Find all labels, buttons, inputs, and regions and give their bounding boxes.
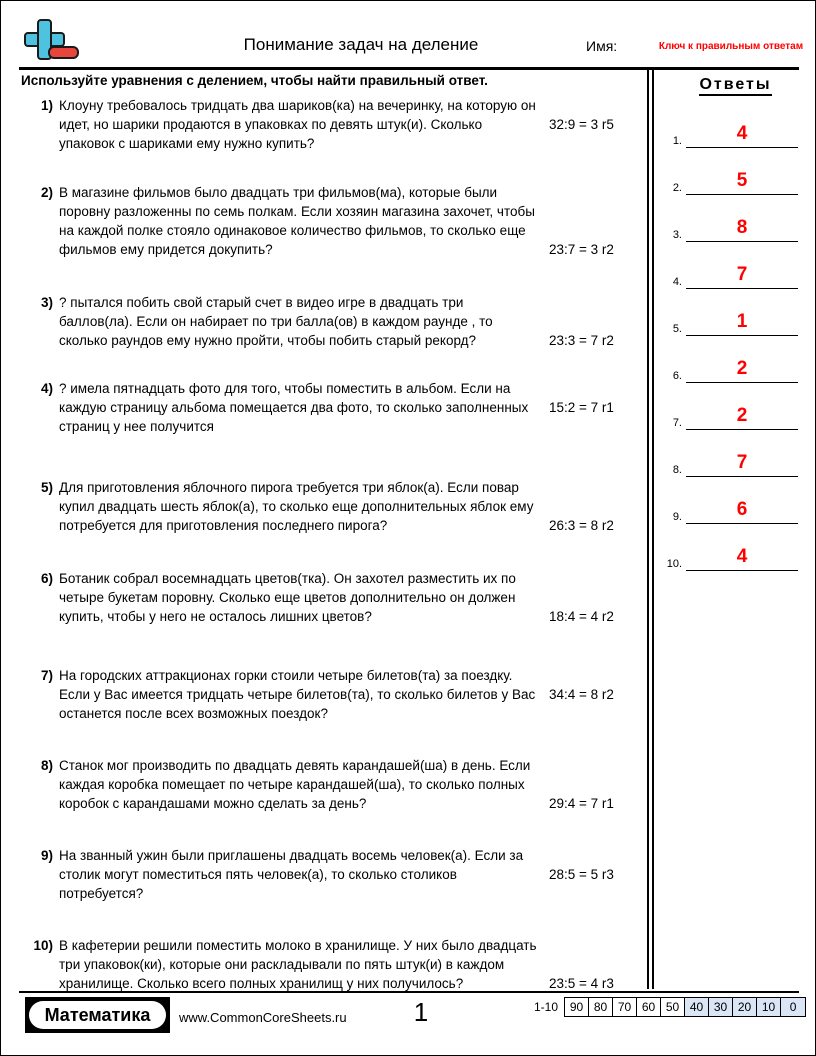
answer-value: 7 — [736, 264, 748, 285]
score-cell[interactable]: 40 — [685, 998, 709, 1016]
score-cell[interactable]: 60 — [637, 998, 661, 1016]
problem-text: ? имела пятнадцать фото для того, чтобы поместить в альбом. Если на каждую страницу альбома помещается два фото, то сколько заполненных страниц у нее получится — [59, 381, 529, 434]
problem-number: 5) — [40, 480, 53, 495]
instruction-text: Используйте уравнения с делением, чтобы найти правильный ответ. — [21, 73, 488, 88]
score-range-label: 1-10 — [534, 1000, 559, 1014]
problem-number: 4) — [40, 381, 53, 396]
answer-index: 8. — [672, 464, 682, 476]
answer-index: 7. — [672, 417, 682, 429]
problem-text: На городских аттракционах горки стоили четыре билетов(та) за поездку. Если у Вас имеется тридцать четыре билетов(та), то сколько билетов у Вас останется после всех возможных поездок? — [59, 668, 536, 721]
answer-row — [654, 255, 816, 295]
problem-equation: 26:3 = 8 r2 — [549, 518, 614, 533]
answer-index: 9. — [672, 511, 682, 523]
answer-row — [654, 161, 816, 201]
problem-equation: 18:4 = 4 r2 — [549, 609, 614, 624]
answer-row — [654, 443, 816, 483]
answers-heading — [654, 75, 816, 95]
answer-blank-line[interactable] — [686, 429, 798, 430]
answer-index: 1. — [672, 135, 682, 147]
score-scale — [534, 997, 806, 1017]
footer-divider-rule — [19, 991, 799, 993]
score-cell[interactable]: 70 — [613, 998, 637, 1016]
answer-key-badge: Ключ к правильным ответам — [658, 41, 804, 52]
problem-equation: 15:2 = 7 r1 — [549, 400, 614, 415]
answer-index: 10. — [666, 558, 682, 570]
math-plus-minus-logo-icon — [19, 19, 81, 67]
minus-bar — [48, 46, 79, 59]
page-title: Понимание задач на деление — [243, 35, 479, 54]
problem-number: 2) — [40, 185, 53, 200]
problem-text: Для приготовления яблочного пирога требуется три яблок(а). Если повар купил двадцать шесть яблок(а), то сколько еще дополнительных яблок ему потребуется для приготовления последнего пирога? — [59, 480, 534, 533]
website-url: www.CommonCoreSheets.ru — [179, 1010, 347, 1025]
answer-index: 4. — [672, 276, 682, 288]
answer-value: 6 — [736, 499, 748, 520]
problem-text: ? пытался побить свой старый счет в видео игре в двадцать три баллов(ла). Если он набирает по три балла(ов) в каждом раунде , то сколько раундов ему нужно пройти, чтобы побить старый рекорд? — [59, 295, 493, 348]
problem-equation: 28:5 = 5 r3 — [549, 867, 614, 882]
problem-equation: 32:9 = 3 r5 — [549, 117, 614, 132]
answer-index: 2. — [672, 182, 682, 194]
answer-index: 5. — [672, 323, 682, 335]
column-divider-line-left — [647, 69, 649, 989]
problem-text: В магазине фильмов было двадцать три фильмов(ма), которые были поровну разложенны по семь полкам. Если хозяин магазина захочет, чтобы на каждой полке стояло одинаковое количество фильмов, то сколько еще фильмов ему придется докупить? — [59, 185, 535, 257]
answer-blank-line[interactable] — [686, 194, 798, 195]
answer-blank-line[interactable] — [686, 476, 798, 477]
problem-equation: 29:4 = 7 r1 — [549, 796, 614, 811]
answer-blank-line[interactable] — [686, 241, 798, 242]
answer-index: 3. — [672, 229, 682, 241]
brand-logo-pill — [29, 1001, 166, 1029]
problem-text: Ботаник собрал восемнадцать цветов(тка). Он захотел разместить их по четыре букетам поровну. Сколько еще цветов дополнительно он должен купить, чтобы у него не осталось лишних цветов? — [59, 571, 516, 624]
header-divider-rule — [19, 67, 799, 70]
score-cell[interactable]: 90 — [565, 998, 589, 1016]
answer-blank-line[interactable] — [686, 382, 798, 383]
answer-value: 7 — [736, 452, 748, 473]
problem-equation: 23:7 = 3 r2 — [549, 242, 614, 257]
problem-number: 9) — [40, 848, 53, 863]
answer-row — [654, 349, 816, 389]
name-field-label: Имя: — [586, 38, 618, 54]
answer-value: 4 — [736, 123, 748, 144]
problem-number: 10) — [33, 938, 53, 953]
problem-equation: 23:3 = 7 r2 — [549, 333, 614, 348]
answer-row — [654, 490, 816, 530]
score-cell-list — [564, 997, 806, 1017]
problem-list — [1, 96, 647, 991]
problem-number: 3) — [40, 295, 53, 310]
score-cell[interactable]: 10 — [757, 998, 781, 1016]
answer-value: 1 — [736, 311, 748, 332]
answers-heading-text: Ответы — [699, 76, 771, 96]
problem-number: 6) — [40, 571, 53, 586]
answer-row — [654, 396, 816, 436]
brand-logo — [25, 997, 170, 1033]
answer-value: 2 — [736, 358, 748, 379]
problem-text: В кафетерии решили поместить молоко в хранилище. У них было двадцать три упаковок(ки), которые они раскладывали по пять штук(и) в каждом хранилище. Сколько всего полных хранилищ у них получилось? — [59, 938, 537, 991]
page-header — [1, 1, 816, 69]
score-cell[interactable]: 30 — [709, 998, 733, 1016]
page-number: 1 — [413, 997, 429, 1027]
answer-value: 8 — [736, 217, 748, 238]
answer-blank-line[interactable] — [686, 288, 798, 289]
answer-blank-line[interactable] — [686, 570, 798, 571]
problem-equation: 34:4 = 8 r2 — [549, 687, 614, 702]
problem-equation: 23:5 = 4 r3 — [549, 976, 614, 991]
brand-logo-text: Математика — [44, 1005, 151, 1025]
answer-blank-line[interactable] — [686, 523, 798, 524]
answer-blank-line[interactable] — [686, 147, 798, 148]
problem-number: 1) — [40, 98, 53, 113]
problem-text: Станок мог производить по двадцать девять карандашей(ша) в день. Если каждая коробка помещает по четыре карандашей(ша), то сколько полных коробок с карандашами можно сделать за день? — [59, 758, 531, 811]
problem-number: 8) — [40, 758, 53, 773]
score-cell[interactable]: 20 — [733, 998, 757, 1016]
problem-number: 7) — [40, 668, 53, 683]
answer-value: 5 — [736, 170, 748, 191]
score-cell[interactable]: 0 — [781, 998, 805, 1016]
answer-blank-line[interactable] — [686, 335, 798, 336]
answer-row — [654, 302, 816, 342]
score-cell[interactable]: 50 — [661, 998, 685, 1016]
answer-row — [654, 114, 816, 154]
problem-text: На званный ужин были приглашены двадцать восемь человек(а). Если за столик могут поместиться пять человек(а), то сколько столиков потребуется? — [59, 848, 524, 901]
answer-row — [654, 208, 816, 248]
answer-row — [654, 537, 816, 577]
answer-value: 4 — [736, 546, 748, 567]
answer-index: 6. — [672, 370, 682, 382]
problem-text: Клоуну требовалось тридцать два шариков(ка) на вечеринку, на которую он идет, но шарики продаются в упаковках по девять штук(и). Сколько упаковок с шариками ему нужно купить? — [59, 98, 536, 151]
answer-value: 2 — [736, 405, 748, 426]
score-cell[interactable]: 80 — [589, 998, 613, 1016]
